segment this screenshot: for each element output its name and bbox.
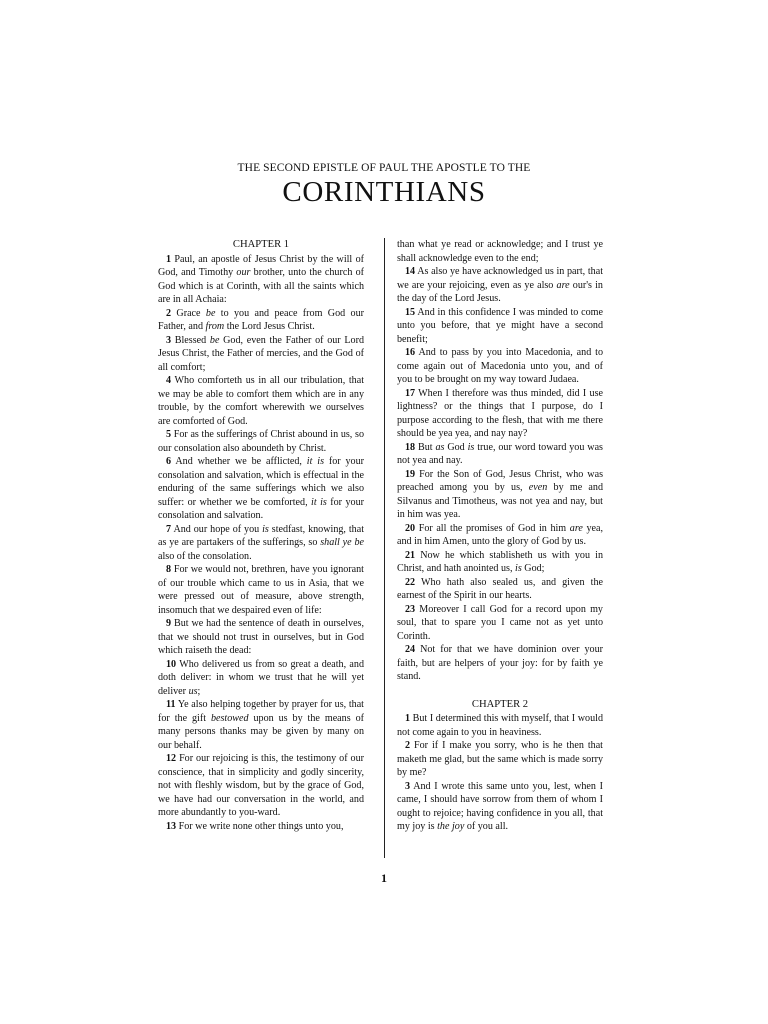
page-number: 1 <box>381 871 387 885</box>
verse <box>397 265 603 306</box>
verse <box>158 455 364 523</box>
verse-text: But I determined this with myself, that I would not come again to you in heaviness. <box>397 713 603 738</box>
text-column-left <box>158 238 364 833</box>
verse-number: 6 <box>166 456 172 467</box>
verse-number: 3 <box>166 334 172 346</box>
verse-number: 18 <box>405 441 416 453</box>
verse-text: of you all. <box>464 821 509 832</box>
italic-text: the joy <box>437 821 465 832</box>
verse <box>397 387 603 441</box>
verse-text: But we had the sentence of death in ourselves, that we should not trust in ourselves, but in God which raiseth the dead: <box>158 618 364 656</box>
verse-number: 12 <box>166 753 177 764</box>
verse-text: yea, and in him Amen, unto the glory of God by us. <box>397 522 603 547</box>
italic-text: are <box>569 522 583 534</box>
verse <box>397 576 603 603</box>
verse-text: For our rejoicing is this, the testimony of our conscience, that in simplicity and godly sincerity, not with fleshly wisdom, but by the grace of God, we have had our conversation in the world, and more abundantly to you-ward. <box>158 753 364 818</box>
verse <box>397 522 603 549</box>
verse-text: Paul, an apostle of Jesus Christ by the will of God, and Timothy <box>158 253 364 278</box>
verse-text: by me and Silvanus and Timotheus, was not yea and nay, but in him was yea. <box>397 482 603 520</box>
verse-text: Moreover I call God for a record upon my soul, that to spare you I came not as yet unto Corinth. <box>397 603 603 642</box>
verse-number: 2 <box>405 740 411 751</box>
verse-number: 1 <box>405 713 411 724</box>
verse-text: brother, unto the church of God which is at Corinth, with all the saints which are in all Achaia: <box>158 267 365 305</box>
verse-text: Who delivered us from so great a death, and doth deliver: in whom we trust that he will yet deliver <box>158 658 364 697</box>
verse-number: 5 <box>166 429 172 440</box>
italic-text: as <box>435 441 445 453</box>
text-column-right <box>397 238 603 834</box>
verse-number: 20 <box>405 522 416 534</box>
verse-text: And to pass by you into Macedonia, and to come again out of Macedonia unto you, and of you to be brought on my way toward Judaea. <box>397 347 604 385</box>
verse-number: 24 <box>405 644 416 655</box>
verse-text: God <box>444 441 468 453</box>
verse-number: 10 <box>166 658 177 670</box>
verse <box>397 306 603 347</box>
italic-text: is <box>515 563 522 574</box>
verse-text: As also ye have acknowledged us in part, that we are your rejoicing, even as ye also <box>397 266 604 291</box>
verse-number: 23 <box>405 603 416 615</box>
verse-text: For the Son of God, Jesus Christ, who was preached among you by us, <box>397 468 603 493</box>
italic-text: it is <box>311 496 327 508</box>
book-subtitle: THE SECOND EPISTLE OF PAUL THE APOSTLE TO THE <box>237 162 531 174</box>
verse-number: 14 <box>405 266 416 277</box>
verse-number: 21 <box>405 549 416 561</box>
verse-text: upon us by the means of many persons thanks may be given by many on our behalf. <box>158 712 364 751</box>
verse-text: Ye also helping together by prayer for us, that for the gift <box>158 699 364 724</box>
italic-text: is <box>262 523 269 535</box>
verse-number: 19 <box>405 468 416 480</box>
verse <box>158 334 364 375</box>
verse-text: And our hope of you <box>173 523 263 535</box>
chapter-heading: CHAPTER 2 <box>471 698 529 710</box>
verse-number: 3 <box>405 780 411 792</box>
italic-text: is <box>467 441 475 453</box>
verse <box>158 820 364 834</box>
verse-text: For all the promises of God in him <box>418 522 570 534</box>
verse-number: 4 <box>166 375 172 386</box>
verse <box>397 712 603 739</box>
verse-continuation <box>397 238 603 265</box>
verse <box>397 549 603 576</box>
verse <box>158 374 364 428</box>
verse-text: For if I make you sorry, who is he then that maketh me glad, but the same which is made sorry by me? <box>397 740 603 778</box>
verse-text: than what ye read or acknowledge; and I trust ye shall acknowledge even to the end; <box>397 239 603 264</box>
verse-text: Not for that we have dominion over your faith, but are helpers of your joy: for by faith ye stand. <box>397 644 603 682</box>
verse-text: for your consolation and salvation. <box>158 496 364 521</box>
verse <box>158 253 364 307</box>
verse-text: Who comforteth us in all our tribulation, that we may be able to comfort them which are in any trouble, by the comfort wherewith we ourselves are comforted of God. <box>158 375 364 427</box>
column-divider <box>384 238 385 858</box>
verse-number: 22 <box>405 576 416 588</box>
verse-text: And I wrote this same unto you, lest, when I came, I should have sorrow from them of whom I ought to rejoice; having confidence in you all, that my joy is <box>397 780 603 832</box>
verse-number: 17 <box>405 387 416 399</box>
verse <box>158 617 364 658</box>
verse-text: to you and peace from God our Father, and <box>158 307 364 332</box>
verse-text: God, even the Father of our Lord Jesus Christ, the Father of mercies, and the God of all comfort; <box>158 334 364 373</box>
verse-text: For as the sufferings of Christ abound in us, so our consolation also aboundeth by Christ. <box>158 429 364 454</box>
verse-text: But <box>417 441 436 453</box>
italic-text: be <box>209 334 220 346</box>
italic-text: it is <box>306 456 324 467</box>
verse <box>397 643 603 684</box>
verse <box>158 698 364 752</box>
italic-text: even <box>528 482 548 493</box>
italic-text: bestowed <box>210 712 249 724</box>
italic-text: from <box>205 321 225 332</box>
verse-number: 2 <box>166 307 172 319</box>
verse <box>397 603 603 644</box>
book-title: CORINTHIANS <box>282 176 486 208</box>
italic-text: shall ye be <box>320 537 364 548</box>
verse-text: God; <box>521 563 545 574</box>
verse <box>397 780 603 834</box>
verse-number: 15 <box>405 306 416 318</box>
verse <box>158 307 364 334</box>
verse-text: our's in the day of the Lord Jesus. <box>397 279 603 304</box>
verse-text: For we would not, brethren, have you ignorant of our trouble which came to us in Asia, that we were pressed out of measure, above strength, insomuch that we despaired even of life: <box>158 564 364 616</box>
verse-number: 16 <box>405 347 416 358</box>
italic-text: our <box>236 267 251 278</box>
verse <box>397 346 603 387</box>
verse-text: Who hath also sealed us, and given the earnest of the Spirit in our hearts. <box>397 576 603 601</box>
verse <box>158 428 364 455</box>
italic-text: us <box>188 685 198 697</box>
verse-number: 13 <box>166 820 177 832</box>
verse-number: 8 <box>166 564 172 575</box>
verse-text: true, our word toward you was not yea and nay. <box>397 441 603 466</box>
verse-text: Now he which stablisheth us with you in Christ, and hath anointed us, <box>397 549 603 574</box>
italic-text: be <box>205 307 216 319</box>
verse-number: 1 <box>166 253 172 265</box>
verse-number: 11 <box>166 699 176 710</box>
verse <box>397 441 603 468</box>
verse-text: And in this confidence I was minded to come unto you before, that ye might have a second benefit; <box>397 306 604 345</box>
verse-text: also of the consolation. <box>158 550 252 562</box>
italic-text: are <box>556 279 570 291</box>
verse-number: 7 <box>166 523 172 535</box>
verse-text: for your consolation and salvation, which is effectual in the enduring of the same sufferings which we also suffer: or whether we be comforted, <box>158 456 364 508</box>
verse <box>397 739 603 780</box>
verse <box>158 658 364 699</box>
verse-text: stedfast, knowing, that as ye are partakers of the sufferings, so <box>158 523 365 548</box>
verse <box>397 468 603 522</box>
chapter-heading: CHAPTER 1 <box>232 239 290 250</box>
verse-text: Blessed <box>174 334 210 346</box>
verse <box>158 523 364 564</box>
verse-text: And whether we be afflicted, <box>175 456 307 467</box>
verse <box>158 563 364 617</box>
verse-text: For we write none other things unto you, <box>178 820 344 832</box>
verse-text: Grace <box>176 307 206 319</box>
verse-text: When I therefore was thus minded, did I use lightness? or the things that I purpose, do I purpose according to the flesh, that with me there should be yea yea, and nay nay? <box>397 387 603 439</box>
verse-number: 9 <box>166 618 172 629</box>
verse-text: ; <box>197 685 201 697</box>
verse <box>158 752 364 820</box>
verse-text: the Lord Jesus Christ. <box>224 321 315 332</box>
